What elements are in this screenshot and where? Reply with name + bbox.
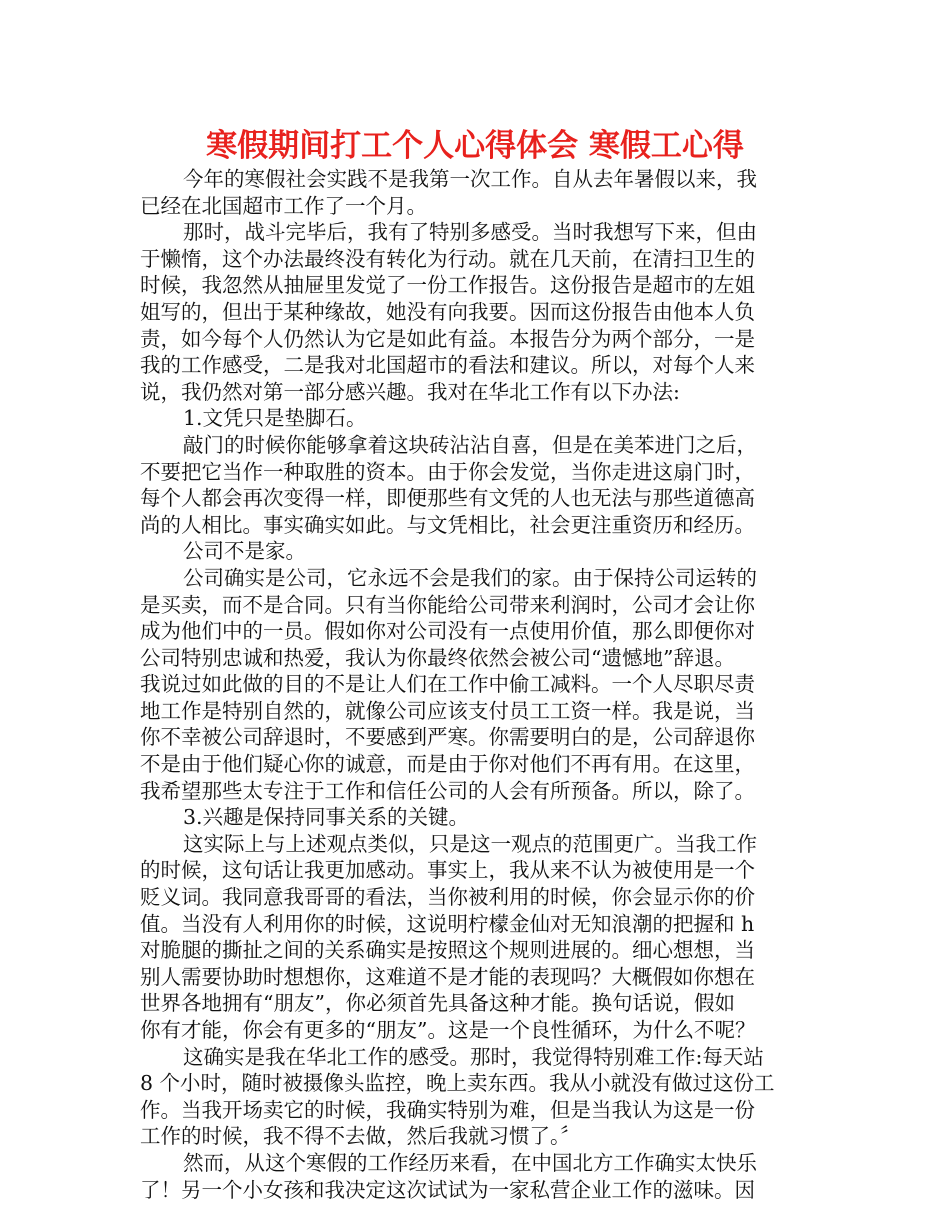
document-body bbox=[140, 166, 810, 1203]
text-line: 不是由于他们疑心你的诚意，而是由于你对他们不再有用。在这里， bbox=[140, 752, 755, 777]
text-line: 那时，战斗完毕后，我有了特别多感受。当时我想写下来，但由 bbox=[183, 220, 757, 245]
text-line: 不要把它当作一种取胜的资本。由于你会发觉，当你走进这扇门时， bbox=[140, 459, 755, 484]
text-line: 1.文凭只是垫脚石。 bbox=[183, 406, 367, 431]
text-line: 公司特别忠诚和热爱，我认为你最终依然会被公司“遗憾地”辞退。 bbox=[140, 645, 735, 670]
text-line: 成为他们中的一员。假如你对公司没有一点使用价值，那么即便你对 bbox=[140, 619, 755, 644]
text-line: 尚的人相比。事实确实如此。与文凭相比，社会更注重资历和经历。 bbox=[140, 512, 755, 537]
text-line: 时候，我忽然从抽屉里发觉了一份工作报告。这份报告是超市的左姐 bbox=[140, 273, 755, 298]
text-line: 地工作是特别自然的，就像公司应该支付员工工资一样。我是说，当 bbox=[140, 698, 755, 723]
text-line: 值。当没有人利用你的时候，这说明柠檬金仙对无知浪潮的把握和 h bbox=[140, 911, 755, 936]
text-line: 已经在北国超市工作了一个月。 bbox=[140, 193, 427, 218]
text-line: 这确实是我在华北工作的感受。那时，我觉得特别难工作:每天站 bbox=[183, 1044, 764, 1069]
text-line: 你不幸被公司辞退时，不要感到严寒。你需要明白的是，公司辞退你 bbox=[140, 725, 755, 750]
text-line: 今年的寒假社会实践不是我第一次工作。自从去年暑假以来，我 bbox=[183, 167, 757, 191]
text-line: 公司确实是公司，它永远不会是我们的家。由于保持公司运转的 bbox=[183, 565, 757, 590]
text-line: 于懒惰，这个办法最终没有转化为行动。就在几天前，在清扫卫生的 bbox=[140, 246, 755, 271]
text-line: 贬义词。我同意我哥哥的看法，当你被利用的时候，你会显示你的价 bbox=[140, 885, 755, 910]
text-line: 说，我仍然对第一部分感兴趣。我对在华北工作有以下办法: bbox=[140, 379, 680, 404]
text-line: 的时候，这句话让我更加感动。事实上，我从来不认为被使用是一个 bbox=[140, 858, 755, 883]
text-line: 我希望那些太专注于工作和信任公司的人会有所预备。所以，除了。 bbox=[140, 778, 755, 803]
text-line: 对脆腿的撕扯之间的关系确实是按照这个规则进展的。细心想想，当 bbox=[140, 938, 755, 963]
text-line: 工作的时候，我不得不去做，然后我就习惯了。〞 bbox=[140, 1124, 581, 1149]
text-line: 了！另一个小女孩和我决定这次试试为一家私营企业工作的滋味。因 bbox=[140, 1177, 755, 1202]
text-line: 姐写的，但出于某种缘故，她没有向我要。因而这份报告由他本人负 bbox=[140, 299, 755, 324]
text-line: 公司不是家。 bbox=[183, 539, 306, 564]
text-line: 我说过如此做的目的不是让人们在工作中偷工减料。一个人尽职尽责 bbox=[140, 672, 755, 697]
text-line: 别人需要协助时想想你，这难道不是才能的表现吗？大概假如你想在 bbox=[140, 964, 755, 989]
text-line: 8 个小时，随时被摄像头监控，晚上卖东西。我从小就没有做过这份工 bbox=[140, 1071, 775, 1096]
text-line: 我的工作感受，二是我对北国超市的看法和建议。所以，对每个人来 bbox=[140, 353, 755, 378]
text-line: 敲门的时候你能够拿着这块砖沾沾自喜，但是在美苯进门之后， bbox=[183, 432, 757, 457]
text-line: 是买卖，而不是合同。只有当你能给公司带来利润时，公司才会让你 bbox=[140, 592, 755, 617]
text-line: 你有才能，你会有更多的“朋友”。这是一个良性循环，为什么不呢？ bbox=[140, 1018, 756, 1042]
text-line: 每个人都会再次变得一样，即便那些有文凭的人也无法与那些道德高 bbox=[140, 486, 755, 511]
text-line: 责，如今每个人仍然认为它是如此有益。本报告分为两个部分，一是 bbox=[140, 326, 755, 351]
text-line: 世界各地拥有“朋友”，你必须首先具备这种才能。换句话说，假如 bbox=[140, 991, 735, 1016]
text-line: 3.兴趣是保持同事关系的关键。 bbox=[183, 805, 470, 830]
text-line: 然而，从这个寒假的工作经历来看，在中国北方工作确实太快乐 bbox=[183, 1150, 757, 1175]
text-line: 这实际上与上述观点类似，只是这一观点的范围更广。当我工作 bbox=[183, 831, 757, 856]
text-line: 作。当我开场卖它的时候，我确实特别为难，但是当我认为这是一份 bbox=[140, 1097, 755, 1122]
document-title: 寒假期间打工个人心得体会 寒假工心得 bbox=[206, 128, 744, 164]
